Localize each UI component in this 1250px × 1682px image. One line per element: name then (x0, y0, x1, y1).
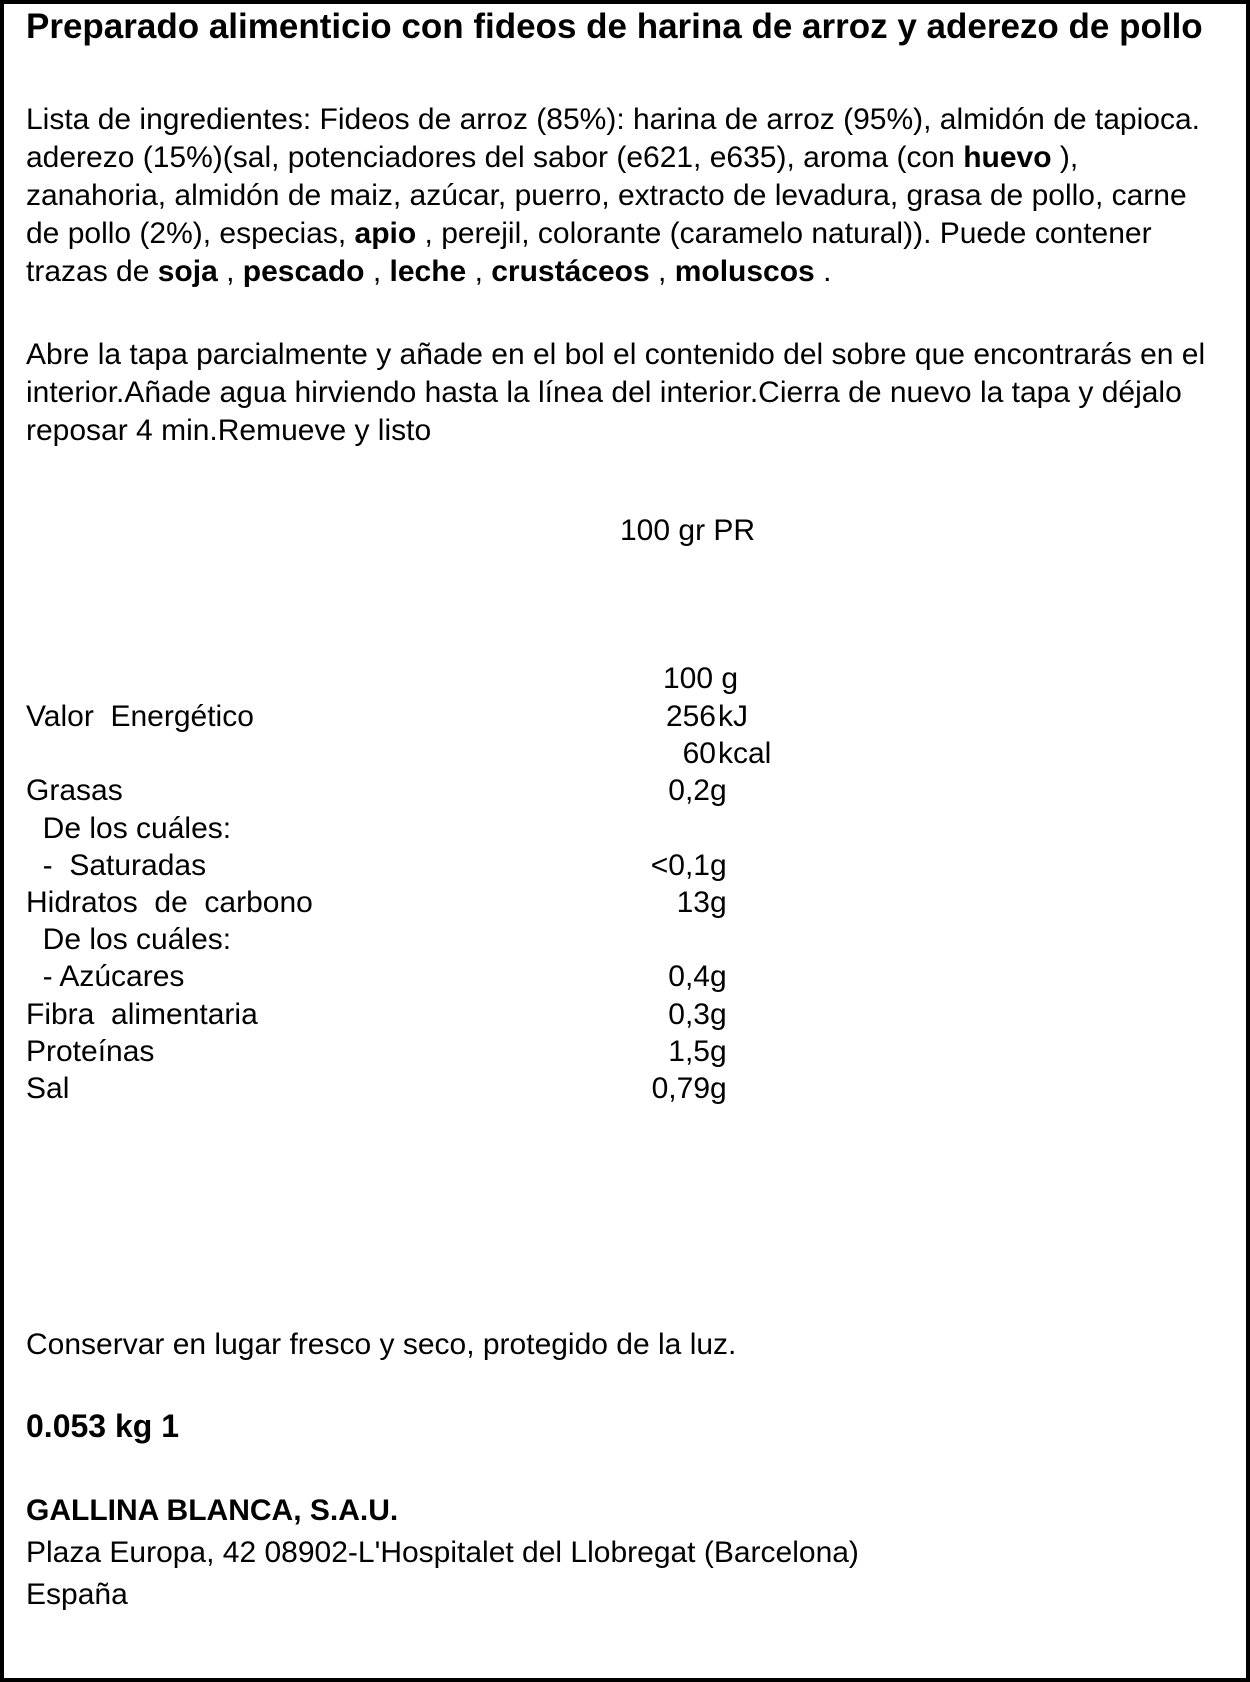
ingredients-list (26, 101, 1226, 291)
allergen-text: crustáceos (491, 255, 650, 288)
nutrition-label: Hidratos de carbono (26, 886, 313, 919)
storage-instructions: Conservar en lugar fresco y seco, protegido de la luz. (26, 1328, 737, 1361)
nutrition-value: <0,1 (650, 849, 710, 882)
nutrition-label: De los cuáles: (26, 923, 232, 956)
nutrition-value: 0,3 (668, 998, 710, 1031)
nutrition-value: 60 (682, 737, 716, 770)
nutrition-value: 0,2 (668, 774, 710, 807)
net-weight: 0.053 kg 1 (26, 1408, 179, 1444)
allergen-text: apio (354, 217, 417, 250)
ingredient-text: , (649, 255, 675, 288)
nutrition-unit: g (710, 849, 727, 882)
ingredient-text: , (217, 255, 243, 288)
ingredient-text: , perejil, colorante (caramelo natural)). Puede contener trazas de (26, 217, 1152, 288)
preparation-instructions: Abre la tapa parcialmente y añade en el bol el contenido del sobre que encontrarás en el interior.Añade agua hirviendo hasta la línea del interior.Cierra de nuevo la tapa y déjalo reposar 4 min.Remueve y listo (26, 338, 1206, 447)
nutrition-unit: g (710, 960, 727, 993)
ingredient-text: ), zanahoria, almidón de maiz, azúcar, puerro, extracto de levadura, grasa de pollo, carne de pollo (2%), especias, (26, 141, 1187, 250)
nutrition-label: De los cuáles: (26, 812, 232, 845)
allergen-text: leche (389, 255, 467, 288)
nutrition-unit: kJ (718, 700, 748, 733)
nutrition-label: Sal (26, 1072, 70, 1105)
allergen-text: pescado (242, 255, 365, 288)
nutrition-value: 0,79 (651, 1072, 710, 1105)
ingredient-text: , (364, 255, 390, 288)
nutrition-label: Proteínas (26, 1035, 155, 1068)
nutrition-value: 256 (665, 700, 716, 733)
nutrition-unit: g (710, 998, 727, 1031)
ingredient-text: Lista de ingredientes: Fideos de arroz (85%): harina de arroz (95%), almidón de tapioca. aderezo (15%)(sal, potenciadores del sabor (e621, e635), aroma (con (26, 103, 1200, 174)
nutrition-value: 13 (676, 886, 710, 919)
nutrition-unit: g (710, 774, 727, 807)
nutrition-label: Grasas (26, 774, 123, 807)
nutrition-value: 0,4 (668, 960, 710, 993)
allergen-text: moluscos (674, 255, 815, 288)
nutrition-label: - Azúcares (26, 960, 185, 993)
nutrition-label: - Saturadas (26, 849, 207, 882)
nutrition-unit: g (710, 1035, 727, 1068)
allergen-text: soja (157, 255, 218, 288)
nutrition-label: Valor Energético (26, 700, 254, 733)
ingredient-text: . (814, 255, 832, 288)
nutrition-unit: g (710, 1072, 727, 1105)
nutrition-value: 1,5 (668, 1035, 710, 1068)
nutrition-label: Fibra alimentaria (26, 998, 258, 1031)
company-address: Plaza Europa, 42 08902-L'Hospitalet del Llobregat (Barcelona) (26, 1536, 859, 1569)
portion-header: 100 gr PR (620, 514, 756, 547)
allergen-text: huevo (963, 141, 1052, 174)
company-name: GALLINA BLANCA, S.A.U. (26, 1494, 399, 1527)
product-title: Preparado alimenticio con fideos de harina de arroz y aderezo de pollo (26, 7, 1203, 46)
ingredient-text: , (466, 255, 492, 288)
nutrition-column-header: 100 g (663, 662, 739, 695)
company-country: España (26, 1578, 128, 1611)
nutrition-unit: kcal (718, 737, 772, 770)
nutrition-unit: g (710, 886, 727, 919)
